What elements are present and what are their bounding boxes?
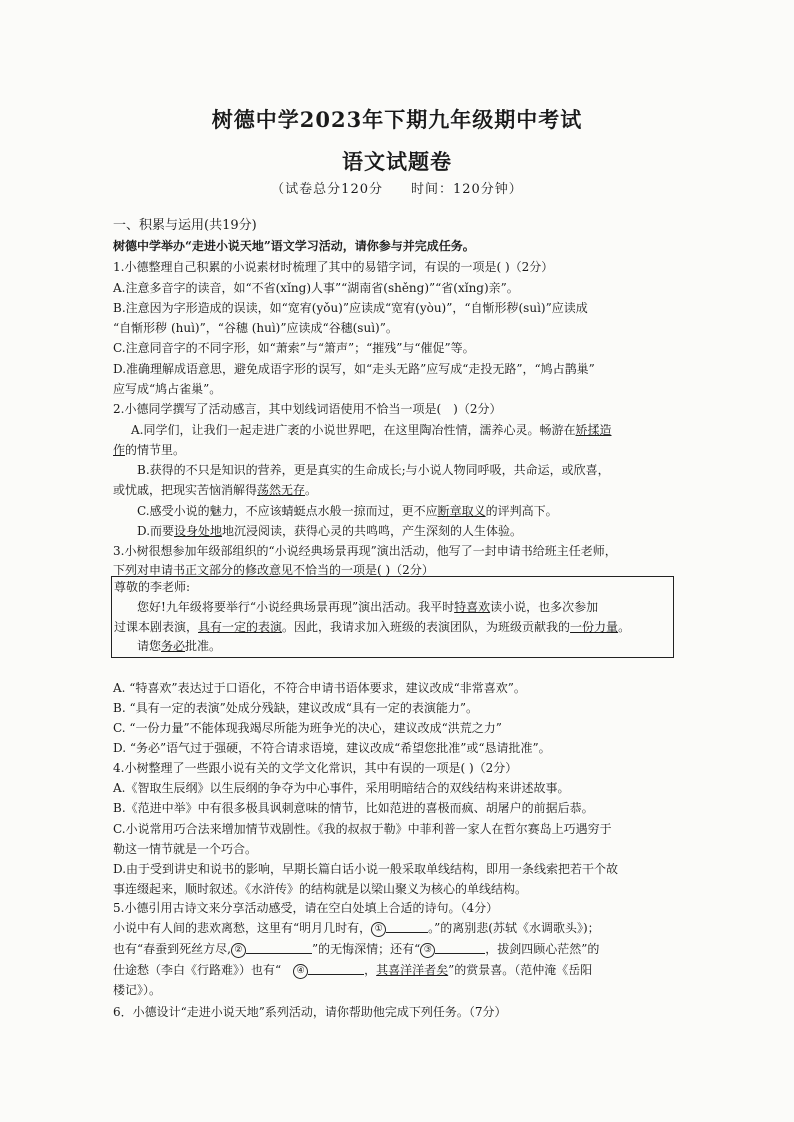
q6-stem: 6．小德设计“走进小说天地”系列活动，请你帮助他完成下列任务。（7分）: [113, 1005, 507, 1019]
q5-line-4: 楼记》）。: [113, 983, 162, 997]
q2-option-d: [137, 523, 697, 539]
q2-b-text-end: 。: [305, 483, 318, 497]
q1-option-d: D.准确理解成语意思，避免成语字形的误写，如“走头无路”应写成“走投无路”，“鸠占鹊巢”: [113, 362, 595, 376]
q2-a-text-cont: 的情节里。: [125, 443, 186, 457]
letter-underlined-1: 特喜欢: [454, 600, 491, 614]
q2-a-underlined-cont: 作: [113, 443, 126, 457]
q1-option-b-cont: “自惭形秽 (huì)”，“谷穗 (huì)”应读成“谷穗(suì)”。: [113, 321, 398, 335]
q1-option-a: A.注意多音字的读音，如“不省(xǐng)人事”“湖南省(shěng)”“省(xǐng)亲”。: [113, 281, 519, 295]
q3-option-d: D. “务必”语气过于强硬，不符合请求语境，建议改成“希望您批准”或“恳请批准”。: [113, 741, 551, 755]
q5-text-5: ，拔剑四顾心茫然”的: [485, 942, 600, 956]
q2-d-text: D.而要: [137, 524, 175, 538]
blank-number-4: ④: [293, 964, 308, 979]
q2-c-text-end: 的评判高下。: [485, 504, 558, 518]
q4-stem: 4.小树整理了一些跟小说有关的文学文化常识，其中有误的一项是( )（2分）: [113, 761, 518, 775]
blank-number-3: ③: [420, 943, 435, 958]
q2-d-text-end: 地沉浸阅读，获得心灵的共鸣鸣，产生深刻的人生体验。: [222, 524, 523, 538]
q5-text-7: ，: [364, 963, 377, 977]
q5-text-3: 也有“春蚕到死丝方尽,: [113, 942, 231, 956]
q2-a-text: A.同学们，让我们一起走进广袤的小说世界吧，在这里陶冶性情，濡养心灵。畅游在: [131, 423, 576, 437]
letter-underlined-2: 具有一定的表演: [198, 620, 283, 634]
q2-option-a-cont: [113, 442, 673, 458]
letter-text-4: 。因此，我请求加入班级的表演团队，为班级贡献我的: [282, 620, 571, 634]
section-heading: 一、积累与运用(共19分): [113, 218, 257, 233]
q2-option-c: [137, 503, 697, 519]
q2-option-a: [131, 422, 691, 438]
blank-1[interactable]: [386, 921, 428, 933]
letter-text-2: 读小说，也多次参加: [490, 600, 599, 614]
q2-c-text: C.感受小说的魅力，不应该蜻蜓点水般一掠而过，更不应: [137, 504, 438, 518]
q2-c-underlined: 断章取义: [437, 504, 486, 518]
letter-text: 您好!九年级将要举行“小说经典场景再现”演出活动。我平时: [137, 600, 455, 614]
section-intro: 树德中学举办“走进小说天地”语文学习活动，请你参与并完成任务。: [113, 239, 475, 253]
q5-line-1: [113, 920, 673, 937]
q4-option-d-cont: 事连缀起来，顺时叙述。《水浒传》的结构就是以梁山聚义为核心的单线结构。: [113, 882, 528, 896]
q4-option-d: D.由于受到讲史和说书的影响，早期长篇白话小说一般采取单线结构，即用一条线索把若干个故: [113, 862, 619, 876]
q2-b-underlined: 荡然无存: [257, 483, 306, 497]
letter-line-1: [137, 599, 697, 615]
q2-stem: 2.小德同学撰写了活动感言，其中划线词语使用不恰当一项是( )（2分）: [113, 402, 502, 416]
q5-text-8: ”的赏景喜。（范仲淹《岳阳: [448, 963, 593, 977]
letter-underlined-3: 一份力量: [570, 620, 619, 634]
q5-text-2: 。”的离别悲(苏轼《水调歌头》)；: [428, 921, 600, 935]
q4-option-a: A.《智取生辰纲》以生辰纲的争夺为中心事件，采用明暗结合的双线结构来讲述故事。: [113, 781, 570, 795]
q5-line-3: [113, 962, 673, 979]
q5-stem: 5.小德引用古诗文来分享活动感受，请在空白处填上合适的诗句。（4分）: [113, 901, 499, 915]
q2-option-b: B.获得的不只是知识的营养，更是真实的生命成长;与小说人物同呼吸，共命运，或欣喜，: [137, 463, 610, 477]
q4-option-b: B.《范进中举》中有很多极具讽刺意味的情节，比如范进的喜极而疯、胡屠户的前据后恭。: [113, 801, 594, 815]
letter-text-5: 。: [618, 620, 631, 634]
letter-text-6: 请您: [137, 639, 162, 653]
q2-b-text: 或忧戚，把现实苦恼消解得: [113, 483, 258, 497]
q4-option-c: C.小说常用巧合法来增加情节戏剧性。《我的叔叔于勒》中菲利普一家人在哲尔赛岛上巧遇穷于: [113, 822, 612, 836]
exam-info: （试卷总分120分 时间：120分钟）: [271, 182, 523, 197]
letter-text-3: 过课本剧表演，: [114, 620, 199, 634]
letter-underlined-4: 务必: [161, 639, 186, 653]
q1-option-c: C.注意同音字的不同字形，如“萧索”与“箫声”；“摧残”与“催促”等。: [113, 341, 475, 355]
letter-salutation: 尊敬的李老师:: [114, 580, 191, 594]
blank-number-2: ②: [231, 943, 246, 958]
blank-3[interactable]: [435, 942, 485, 954]
letter-line-3: [137, 638, 697, 654]
q3-stem-cont: 下列对申请书正文部分的修改意见不恰当的一项是( )（2分）: [113, 563, 434, 577]
q5-text-4: ”的无悔深情；还有“: [311, 942, 421, 956]
q5-text-6: 仕途愁（李白《行路难》）也有“: [113, 963, 294, 977]
q2-option-b-cont: [113, 482, 673, 498]
q3-option-b: B. “具有一定的表演”处成分残缺，建议改成“具有一定的表演能力”。: [113, 701, 478, 715]
q5-underlined: 其喜洋洋者矣: [376, 963, 449, 977]
blank-number-1: ①: [371, 922, 386, 937]
q1-option-d-cont: 应写成“鸠占雀巢”。: [113, 382, 222, 396]
blank-2[interactable]: [246, 942, 312, 954]
q2-d-underlined: 设身处地: [174, 524, 223, 538]
letter-line-2: [114, 619, 674, 635]
blank-4[interactable]: [308, 963, 364, 975]
q3-option-a: A. “特喜欢”表达过于口语化，不符合申请书语体要求，建议改成“非常喜欢”。: [113, 681, 526, 695]
q1-stem: 1.小德整理自己积累的小说素材时梳理了其中的易错字词，有误的一项是( )（2分）: [113, 260, 554, 274]
exam-title: 树德中学2023年下期九年级期中考试: [211, 107, 583, 132]
q5-line-2: [113, 941, 673, 958]
q3-option-c: C. “一份力量”不能体现我竭尽所能为班争光的决心，建议改成“洪荒之力”: [113, 721, 502, 735]
q1-option-b: B.注意因为字形造成的误读，如“宽宥(yǒu)”应读成“宽宥(yòu)”，“自惭形秽(suì)”应读成: [113, 301, 588, 315]
q5-text: 小说中有人间的悲欢离愁，这里有“明月几时有，: [113, 921, 372, 935]
q3-stem: 3.小树很想参加年级部组织的“小说经典场景再现”演出活动，他写了一封申请书给班主任老师，: [113, 544, 617, 558]
exam-subtitle: 语文试题卷: [342, 149, 452, 174]
q4-option-c-cont: 勒这一情节就是一个巧合。: [113, 842, 258, 856]
letter-text-7: 批准。: [185, 639, 222, 653]
q2-a-underlined: 矫揉造: [575, 423, 612, 437]
